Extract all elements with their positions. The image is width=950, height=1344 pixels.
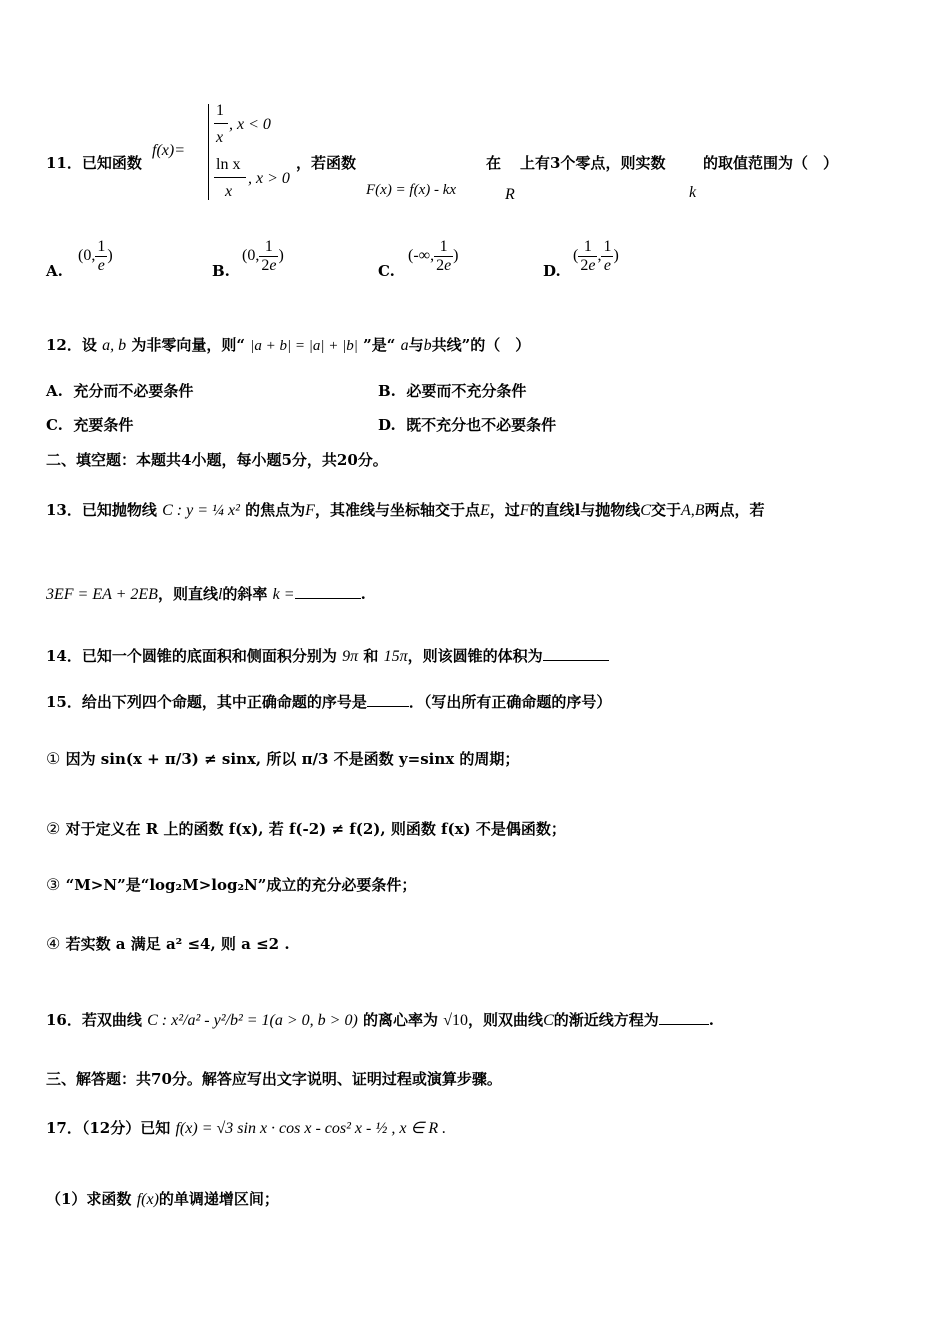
q15-item-4-mark: ④ [46,934,61,953]
q13-number: 13． [46,501,82,519]
q11-case1-fracbar [214,123,228,124]
q13-l-2: l [217,586,223,603]
q13-C: C [640,502,651,519]
q14-a: 9π [342,648,359,665]
q13-text-4: ，过 [489,501,520,519]
q11-text-4: 上有3个零点，则实数 [520,154,666,172]
q13-text-8: 两点，若 [704,501,765,519]
q11-case2-fracbar [214,177,246,178]
q14-line [46,645,609,666]
q12-text-5: 共线”的（ ） [431,336,531,354]
q13-vector-eq: 3EF = EA + 2EB [46,586,158,603]
q14-text-2: 和 [363,647,379,665]
q13-line-1 [46,499,765,520]
q16-text-3: ，则双曲线 [468,1011,544,1029]
q15-item-2 [46,818,566,839]
q15-item-1-text: 因为 sin(x + π/3) ≠ sinx, 所以 π/3 不是函数 y=sinx 的周期； [65,750,520,768]
q13-text-1: 已知抛物线 [81,501,157,519]
q12-option-b-label: B. [378,382,396,400]
q13-AB: A,B [680,502,705,519]
q12-ab: a, b [102,337,127,354]
q11-Fx: F(x) = f(x) - kx [366,182,457,198]
q11-text-3: 在 [486,154,502,172]
q13-F-2: F [519,502,530,519]
q15-text-1: 给出下列四个命题，其中正确命题的序号是 [81,693,367,711]
q15-item-1-mark: ① [46,749,61,768]
q16-line [46,1009,714,1030]
q13-text-3: ，其准线与坐标轴交于点 [314,501,480,519]
q17-number: 17． [46,1119,82,1137]
q11-case2-num: ln x [216,156,241,173]
q17-fx: f(x) = √3 sin x · cos x - cos² x - ½ , x ∈ R . [175,1120,447,1137]
q11-case2-den: x [225,183,233,200]
q14-answer-blank[interactable] [543,660,609,661]
q12-expr: |a + b| = |a| + |b| [250,338,358,354]
q16-answer-blank[interactable] [659,1024,709,1025]
q13-l: l [574,501,581,519]
q17-sub1 [46,1188,279,1209]
q11-option-b: (0, $\frac{1}{2e}$ ) [242,238,284,274]
q17-sub1-text: （1）求函数 [46,1190,132,1208]
q12-text-1: 设 [81,336,97,354]
q12-option-d-text: 既不充分也不必要条件 [406,416,557,434]
q15-item-3-text: “M>N”是“log₂M>log₂N”成立的充分必要条件； [65,876,417,894]
q11-piecewise-brace [208,104,209,200]
q13-text-9: ，则直线 [157,585,218,603]
q11-text-1: 已知函数 [81,154,142,172]
q12-option-b-text: 必要而不充分条件 [406,382,527,400]
q12-b: b [423,337,432,354]
q12-text-2: 为非零向量，则“ [131,336,245,354]
q13-F: F [305,502,315,519]
q15-text-2: ．（写出所有正确命题的序号） [408,693,612,711]
q11-option-d-label: D. [543,262,561,280]
q13-text-2: 的焦点为 [245,501,306,519]
q17-sub1-end: 的单调递增区间； [158,1190,279,1208]
q15-item-2-text: 对于定义在 R 上的函数 f(x), 若 f(-2) ≠ f(2), 则函数 f(x) 不是偶函数； [65,820,566,838]
q12-option-b [378,380,526,401]
q11-R: R [505,186,515,203]
q13-E: E [479,502,490,519]
q11-case2-cond: , x > 0 [248,170,290,187]
q12-option-c-label: C. [46,416,63,434]
q13-text-7: 交于 [650,501,681,519]
q12-option-d-label: D. [378,416,396,434]
q13-answer-blank[interactable] [295,598,361,599]
q11-k: k [689,184,697,201]
q11-fx: f(x)= [152,142,185,159]
q15-item-3-mark: ③ [46,875,61,894]
q14-b: 15π [383,648,408,665]
q13-eq: C : y = ¼ x² [162,502,240,519]
q12-option-d [378,414,556,435]
q11-option-d: ( $\frac{1}{2e}$ , $\frac{1}{e}$ ) [573,238,619,274]
q15-number: 15． [46,693,82,711]
q13-text-10: 的斜率 [222,585,268,603]
q16-text-1: 若双曲线 [81,1011,142,1029]
q11-option-a-label: A. [46,262,63,280]
q17-sub1-fx: f(x) [136,1191,159,1208]
q11-case1-den: x [216,129,224,146]
q12-number: 12． [46,336,82,354]
q16-text-4: 的渐近线方程为 [553,1011,659,1029]
q12-option-c-text: 充要条件 [73,416,134,434]
q14-text-1: 已知一个圆锥的底面积和侧面积分别为 [81,647,337,665]
q16-eq: C : x²/a² - y²/b² = 1(a > 0, b > 0) [147,1012,358,1029]
q11-line [46,152,142,173]
q11-text-5: 的取值范围为（ ） [703,154,839,172]
q12-option-a-label: A. [46,382,63,400]
q15-answer-blank[interactable] [367,706,409,707]
q15-item-4-text: 若实数 a 满足 a² ≤4, 则 a ≤2 . [65,935,290,953]
q12-option-a [46,380,193,401]
q16-number: 16． [46,1011,82,1029]
q12-text-3: ”是“ [363,336,396,354]
q13-line-2 [46,583,366,604]
q16-end: . [708,1011,714,1029]
q12-option-a-text: 充分而不必要条件 [73,382,194,400]
q13-end: . [360,585,366,603]
q17-text-1: （12分）已知 [81,1119,171,1137]
q16-text-2: 的离心率为 [363,1011,439,1029]
q11-option-c-label: C. [378,262,395,280]
section-3-heading: 三、解答题：共70分。解答应写出文字说明、证明过程或演算步骤。 [46,1070,502,1088]
q13-k-eq: k = [272,586,295,603]
q13-text-6: 与抛物线 [580,501,641,519]
q15-item-3 [46,874,416,895]
q11-case1-cond: , x < 0 [229,116,271,133]
q12-option-c [46,414,133,435]
q14-text-3: ，则该圆锥的体积为 [407,647,543,665]
q11-number: 11． [46,154,82,172]
q11-option-c: (-∞, $\frac{1}{2e}$ ) [408,238,459,274]
q15-item-1 [46,748,519,769]
q11-option-a: (0, $\frac{1}{e}$ ) [78,238,113,274]
q16-C: C [543,1012,554,1029]
q11-text-2: ，若函数 [296,154,357,172]
q12-line [46,334,530,355]
q11-case1-num: 1 [216,102,224,119]
q17-line [46,1117,446,1138]
q15-item-4 [46,933,290,954]
q14-number: 14． [46,647,82,665]
q12-a: a [400,337,409,354]
q15-item-2-mark: ② [46,819,61,838]
q16-eccentricity: √10 [443,1012,469,1029]
q13-text-5: 的直线 [529,501,575,519]
q15-line [46,691,611,712]
q11-option-b-label: B. [212,262,230,280]
q12-text-4: 与 [408,336,424,354]
section-2-heading: 二、填空题：本题共4小题，每小题5分，共20分。 [46,451,388,469]
